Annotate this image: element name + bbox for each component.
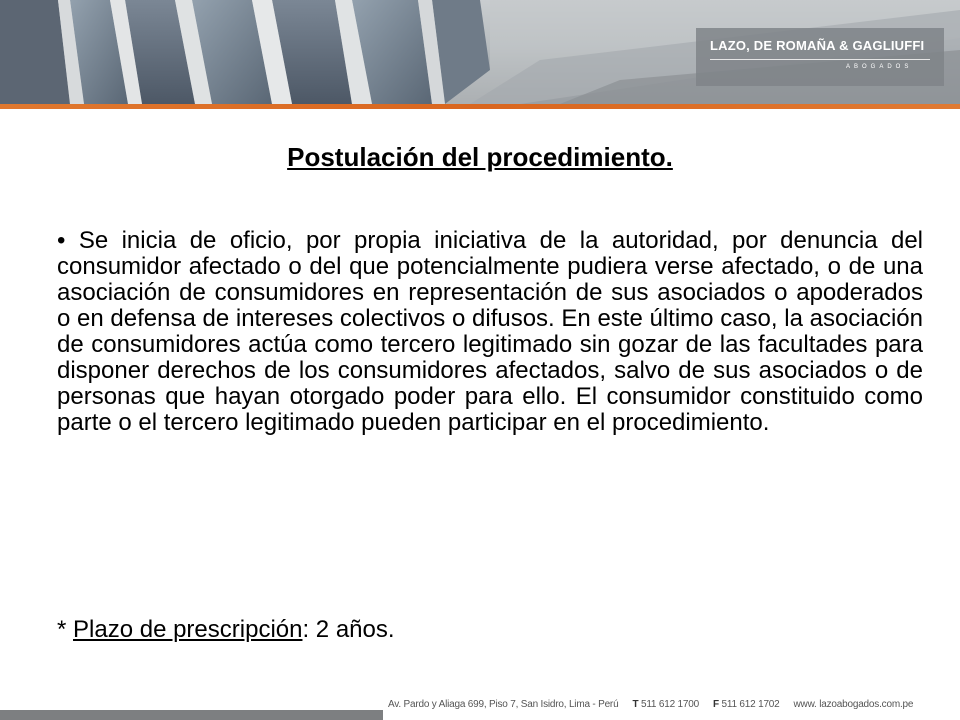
footer-fax: 511 612 1702 [721,699,780,710]
prescription-value: : 2 años. [302,616,395,643]
footer-website: www. lazoabogados.com.pe [793,699,914,710]
footer-address: Av. Pardo y Aliaga 699, Piso 7, San Isidro, Lima - Perú [388,699,619,710]
footer-bar [0,710,383,720]
header-accent-bar [0,104,960,109]
prescription-prefix: * [57,616,74,643]
firm-subtitle: ABOGADOS [846,64,913,70]
prescription-line [57,616,395,644]
footer-phone: 511 612 1700 [640,699,699,710]
footer-fax-label: F [712,699,719,710]
slide-title: Postulación del procedimiento. [287,142,673,172]
header-banner [0,0,960,104]
body-paragraph: • Se inicia de oficio, por propia iniciativa de la autoridad, por denuncia del consumidor afectado o del que potencialmente pudiera verse afectado, o de una asociación de consumidores en representación de sus asociados o apoderados o en defensa de intereses colectivos o difusos. En este último caso, la asociación de consumidores actúa como tercero legitimado sin gozar de las facultades para disponer derechos de los consumidores afectados, salvo de sus asociados o de personas que hayan otorgado poder para ello. El consumidor constituido como parte o el tercero legitimado pueden participar en el procedimiento. [57,227,923,436]
footer-contact [388,699,954,710]
prescription-label: Plazo de prescripción [73,616,303,643]
footer-phone-label: T [632,699,639,710]
firm-name: LAZO, DE ROMAÑA & GAGLIUFFI [710,38,925,53]
firm-logo [696,28,944,86]
logo-divider [710,59,930,60]
